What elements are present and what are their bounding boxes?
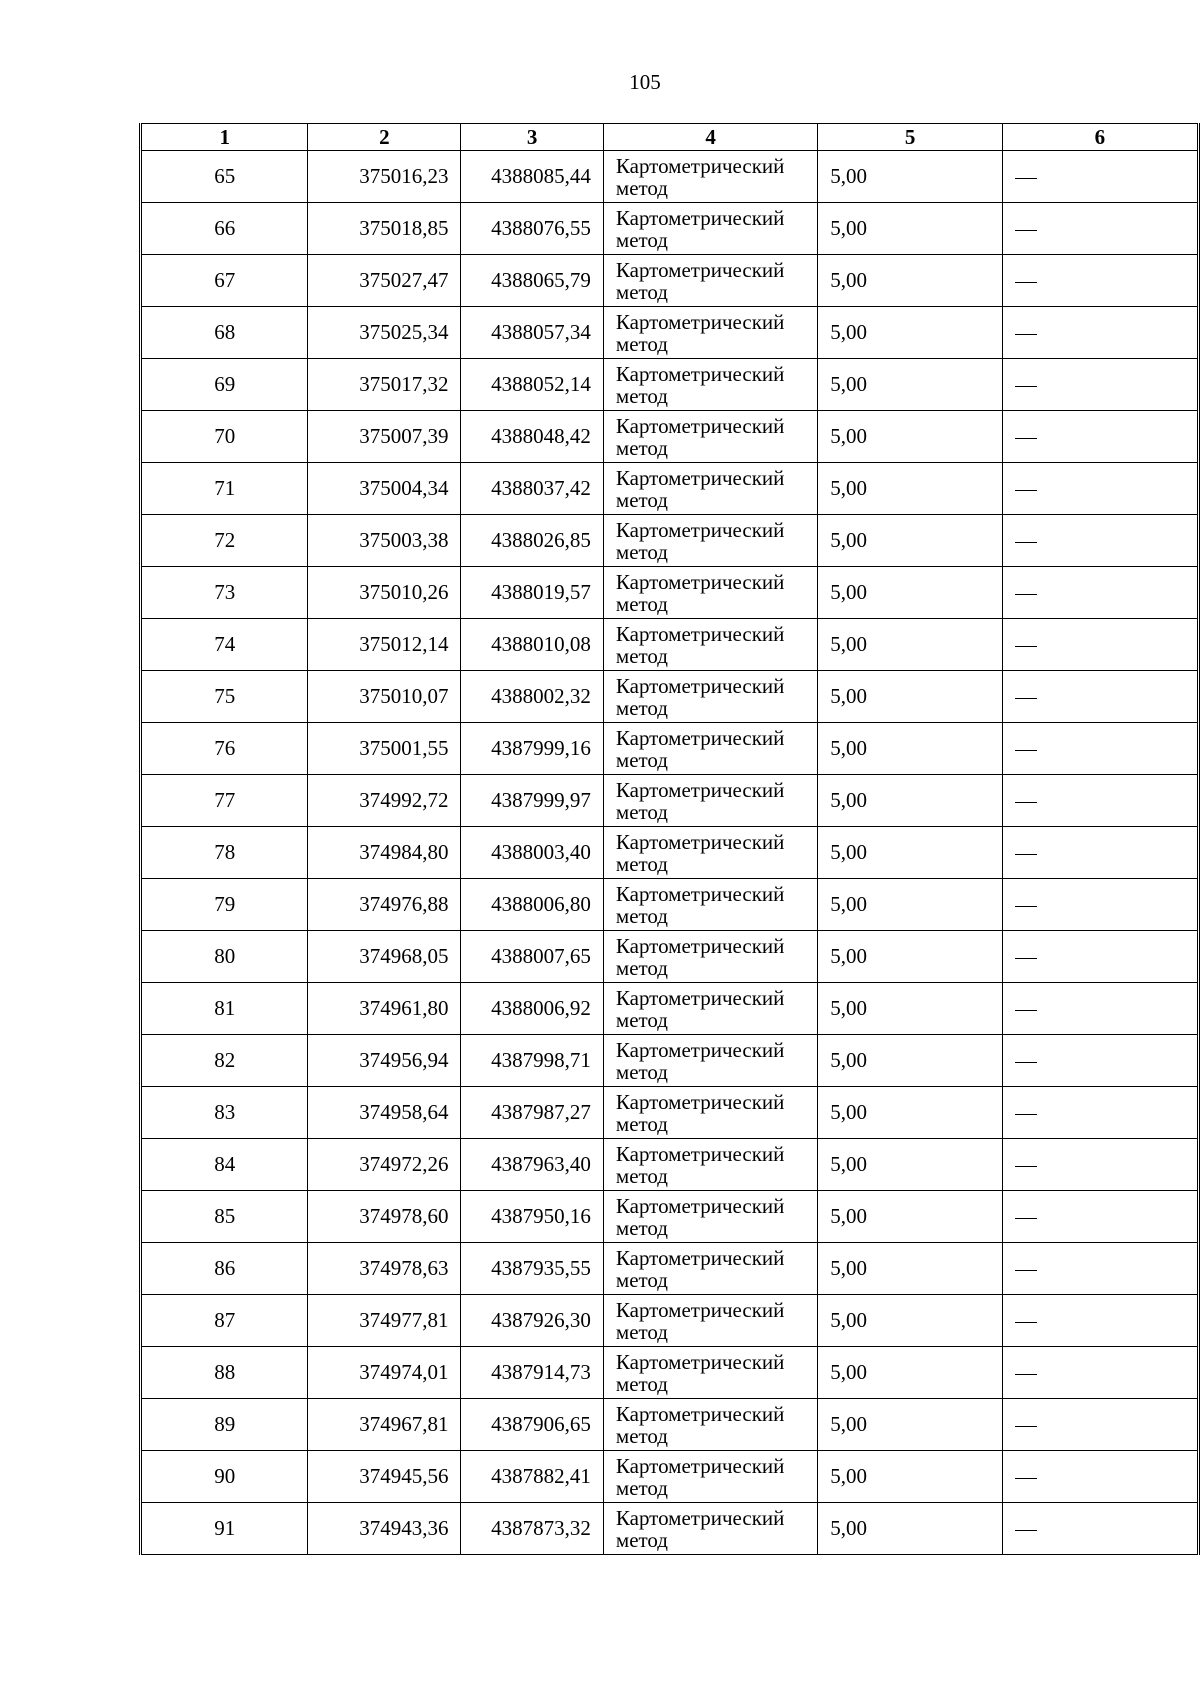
accuracy-value: 5,00 — [818, 931, 1003, 983]
coordinate-x: 375018,85 — [308, 203, 461, 255]
accuracy-value: 5,00 — [818, 983, 1003, 1035]
table-row — [141, 307, 1199, 359]
method-cell — [603, 983, 817, 1035]
method-cell — [603, 1295, 817, 1347]
coordinate-y: 4388002,32 — [461, 671, 603, 723]
method-cell — [603, 723, 817, 775]
method-text: Картометрический метод — [615, 569, 785, 616]
table-row — [141, 1243, 1199, 1295]
accuracy-value: 5,00 — [818, 151, 1003, 203]
method-text: Картометрический метод — [615, 153, 785, 200]
accuracy-value: 5,00 — [818, 1035, 1003, 1087]
coordinate-y: 4388065,79 — [461, 255, 603, 307]
table-row — [141, 931, 1199, 983]
coordinate-y: 4388006,80 — [461, 879, 603, 931]
coordinate-y: 4388085,44 — [461, 151, 603, 203]
dash-mark — [1015, 1010, 1037, 1011]
method-cell — [603, 775, 817, 827]
table-row — [141, 723, 1199, 775]
note-cell — [1002, 775, 1198, 827]
dash-mark — [1015, 802, 1037, 803]
dash-mark — [1015, 438, 1037, 439]
coordinate-x: 375010,07 — [308, 671, 461, 723]
coordinate-y: 4388037,42 — [461, 463, 603, 515]
method-text: Картометрический метод — [615, 1505, 785, 1552]
coordinates-table — [139, 123, 1200, 1555]
coordinate-x: 375027,47 — [308, 255, 461, 307]
coordinate-x: 374961,80 — [308, 983, 461, 1035]
note-cell — [1002, 359, 1198, 411]
dash-mark — [1015, 178, 1037, 179]
note-cell — [1002, 983, 1198, 1035]
table-row — [141, 515, 1199, 567]
note-cell — [1002, 1191, 1198, 1243]
method-text: Картометрический метод — [615, 621, 785, 668]
note-cell — [1002, 255, 1198, 307]
point-number: 68 — [141, 307, 308, 359]
method-text: Картометрический метод — [615, 933, 785, 980]
method-text: Картометрический метод — [615, 517, 785, 564]
coordinate-y: 4387873,32 — [461, 1503, 603, 1555]
accuracy-value: 5,00 — [818, 567, 1003, 619]
point-number: 83 — [141, 1087, 308, 1139]
note-cell — [1002, 1451, 1198, 1503]
note-cell — [1002, 151, 1198, 203]
method-cell — [603, 827, 817, 879]
dash-mark — [1015, 1166, 1037, 1167]
dash-mark — [1015, 1062, 1037, 1063]
method-cell — [603, 1399, 817, 1451]
table-row — [141, 775, 1199, 827]
coordinate-x: 374958,64 — [308, 1087, 461, 1139]
table-row — [141, 1295, 1199, 1347]
method-text: Картометрический метод — [615, 1037, 785, 1084]
accuracy-value: 5,00 — [818, 359, 1003, 411]
coordinate-x: 374992,72 — [308, 775, 461, 827]
accuracy-value: 5,00 — [818, 1139, 1003, 1191]
method-cell — [603, 671, 817, 723]
coordinate-x: 374977,81 — [308, 1295, 461, 1347]
method-text: Картометрический метод — [615, 725, 785, 772]
column-header-6: 6 — [1002, 124, 1198, 151]
dash-mark — [1015, 230, 1037, 231]
point-number: 79 — [141, 879, 308, 931]
coordinate-x: 375025,34 — [308, 307, 461, 359]
coordinate-x: 375004,34 — [308, 463, 461, 515]
coordinate-y: 4387987,27 — [461, 1087, 603, 1139]
note-cell — [1002, 1243, 1198, 1295]
coordinate-x: 375010,26 — [308, 567, 461, 619]
table-row — [141, 1347, 1199, 1399]
method-cell — [603, 307, 817, 359]
coordinate-y: 4388048,42 — [461, 411, 603, 463]
coordinate-x: 374984,80 — [308, 827, 461, 879]
dash-mark — [1015, 490, 1037, 491]
method-cell — [603, 463, 817, 515]
column-header-2: 2 — [308, 124, 461, 151]
point-number: 71 — [141, 463, 308, 515]
table-row — [141, 1399, 1199, 1451]
point-number: 90 — [141, 1451, 308, 1503]
accuracy-value: 5,00 — [818, 775, 1003, 827]
point-number: 66 — [141, 203, 308, 255]
accuracy-value: 5,00 — [818, 1087, 1003, 1139]
coordinate-y: 4387998,71 — [461, 1035, 603, 1087]
method-text: Картометрический метод — [615, 205, 785, 252]
point-number: 86 — [141, 1243, 308, 1295]
dash-mark — [1015, 906, 1037, 907]
method-cell — [603, 203, 817, 255]
table-row — [141, 411, 1199, 463]
coordinate-y: 4387963,40 — [461, 1139, 603, 1191]
table-row — [141, 1087, 1199, 1139]
method-cell — [603, 1243, 817, 1295]
accuracy-value: 5,00 — [818, 879, 1003, 931]
coordinate-x: 374943,36 — [308, 1503, 461, 1555]
coordinate-y: 4388003,40 — [461, 827, 603, 879]
page-number: 105 — [629, 70, 661, 94]
method-cell — [603, 411, 817, 463]
method-text: Картометрический метод — [615, 1297, 785, 1344]
dash-mark — [1015, 594, 1037, 595]
table-row — [141, 463, 1199, 515]
note-cell — [1002, 515, 1198, 567]
dash-mark — [1015, 750, 1037, 751]
table-row — [141, 619, 1199, 671]
table-row — [141, 1035, 1199, 1087]
note-cell — [1002, 307, 1198, 359]
accuracy-value: 5,00 — [818, 515, 1003, 567]
method-cell — [603, 1035, 817, 1087]
coordinate-y: 4388076,55 — [461, 203, 603, 255]
table-body — [141, 151, 1199, 1555]
point-number: 67 — [141, 255, 308, 307]
note-cell — [1002, 463, 1198, 515]
dash-mark — [1015, 1114, 1037, 1115]
point-number: 82 — [141, 1035, 308, 1087]
note-cell — [1002, 619, 1198, 671]
point-number: 74 — [141, 619, 308, 671]
note-cell — [1002, 671, 1198, 723]
method-cell — [603, 931, 817, 983]
accuracy-value: 5,00 — [818, 827, 1003, 879]
table-row — [141, 827, 1199, 879]
table-header-row — [141, 124, 1199, 151]
dash-mark — [1015, 1426, 1037, 1427]
note-cell — [1002, 567, 1198, 619]
coordinate-y: 4387882,41 — [461, 1451, 603, 1503]
point-number: 78 — [141, 827, 308, 879]
coordinate-y: 4387999,16 — [461, 723, 603, 775]
column-header-5: 5 — [818, 124, 1003, 151]
method-text: Картометрический метод — [615, 1089, 785, 1136]
method-text: Картометрический метод — [615, 309, 785, 356]
accuracy-value: 5,00 — [818, 463, 1003, 515]
method-text: Картометрический метод — [615, 1245, 785, 1292]
method-cell — [603, 1347, 817, 1399]
accuracy-value: 5,00 — [818, 1191, 1003, 1243]
method-cell — [603, 1087, 817, 1139]
accuracy-value: 5,00 — [818, 1451, 1003, 1503]
column-header-1: 1 — [141, 124, 308, 151]
point-number: 85 — [141, 1191, 308, 1243]
note-cell — [1002, 1503, 1198, 1555]
method-text: Картометрический метод — [615, 881, 785, 928]
method-text: Картометрический метод — [615, 257, 785, 304]
method-cell — [603, 879, 817, 931]
coordinate-y: 4388019,57 — [461, 567, 603, 619]
point-number: 65 — [141, 151, 308, 203]
note-cell — [1002, 723, 1198, 775]
method-text: Картометрический метод — [615, 985, 785, 1032]
table-row — [141, 1451, 1199, 1503]
accuracy-value: 5,00 — [818, 307, 1003, 359]
method-text: Картометрический метод — [615, 465, 785, 512]
note-cell — [1002, 879, 1198, 931]
method-cell — [603, 567, 817, 619]
coordinate-y: 4387914,73 — [461, 1347, 603, 1399]
method-text: Картометрический метод — [615, 777, 785, 824]
point-number: 87 — [141, 1295, 308, 1347]
table-row — [141, 255, 1199, 307]
coordinate-x: 374968,05 — [308, 931, 461, 983]
method-cell — [603, 1503, 817, 1555]
point-number: 72 — [141, 515, 308, 567]
method-text: Картометрический метод — [615, 829, 785, 876]
coordinate-x: 375003,38 — [308, 515, 461, 567]
table-row — [141, 983, 1199, 1035]
table-row — [141, 1191, 1199, 1243]
table-row — [141, 359, 1199, 411]
accuracy-value: 5,00 — [818, 411, 1003, 463]
dash-mark — [1015, 646, 1037, 647]
point-number: 77 — [141, 775, 308, 827]
accuracy-value: 5,00 — [818, 671, 1003, 723]
accuracy-value: 5,00 — [818, 1295, 1003, 1347]
dash-mark — [1015, 1322, 1037, 1323]
dash-mark — [1015, 282, 1037, 283]
note-cell — [1002, 1399, 1198, 1451]
coordinate-x: 374976,88 — [308, 879, 461, 931]
dash-mark — [1015, 1218, 1037, 1219]
coordinate-x: 374967,81 — [308, 1399, 461, 1451]
accuracy-value: 5,00 — [818, 1399, 1003, 1451]
coordinate-x: 375017,32 — [308, 359, 461, 411]
coordinate-x: 375016,23 — [308, 151, 461, 203]
accuracy-value: 5,00 — [818, 1243, 1003, 1295]
method-cell — [603, 1451, 817, 1503]
table-row — [141, 1503, 1199, 1555]
method-cell — [603, 255, 817, 307]
coordinate-y: 4387926,30 — [461, 1295, 603, 1347]
point-number: 76 — [141, 723, 308, 775]
table-row — [141, 1139, 1199, 1191]
point-number: 91 — [141, 1503, 308, 1555]
coordinate-x: 374978,63 — [308, 1243, 461, 1295]
note-cell — [1002, 1139, 1198, 1191]
note-cell — [1002, 411, 1198, 463]
table-row — [141, 879, 1199, 931]
method-text: Картометрический метод — [615, 1349, 785, 1396]
method-text: Картометрический метод — [615, 1141, 785, 1188]
dash-mark — [1015, 386, 1037, 387]
coordinate-x: 374978,60 — [308, 1191, 461, 1243]
coordinate-y: 4387906,65 — [461, 1399, 603, 1451]
method-cell — [603, 619, 817, 671]
coordinate-y: 4388057,34 — [461, 307, 603, 359]
dash-mark — [1015, 698, 1037, 699]
coordinate-y: 4388007,65 — [461, 931, 603, 983]
dash-mark — [1015, 1530, 1037, 1531]
method-text: Картометрический метод — [615, 673, 785, 720]
note-cell — [1002, 827, 1198, 879]
point-number: 84 — [141, 1139, 308, 1191]
coordinate-y: 4388006,92 — [461, 983, 603, 1035]
note-cell — [1002, 931, 1198, 983]
coordinate-x: 375007,39 — [308, 411, 461, 463]
point-number: 75 — [141, 671, 308, 723]
coordinate-x: 375012,14 — [308, 619, 461, 671]
point-number: 88 — [141, 1347, 308, 1399]
method-cell — [603, 151, 817, 203]
coordinate-x: 374974,01 — [308, 1347, 461, 1399]
dash-mark — [1015, 334, 1037, 335]
point-number: 69 — [141, 359, 308, 411]
table-row — [141, 203, 1199, 255]
dash-mark — [1015, 1478, 1037, 1479]
coordinate-y: 4387950,16 — [461, 1191, 603, 1243]
method-cell — [603, 515, 817, 567]
dash-mark — [1015, 542, 1037, 543]
accuracy-value: 5,00 — [818, 255, 1003, 307]
method-cell — [603, 1191, 817, 1243]
coordinate-y: 4388052,14 — [461, 359, 603, 411]
table-row — [141, 567, 1199, 619]
table-row — [141, 151, 1199, 203]
column-header-4: 4 — [603, 124, 817, 151]
table-row — [141, 671, 1199, 723]
coordinate-y: 4388026,85 — [461, 515, 603, 567]
note-cell — [1002, 1295, 1198, 1347]
accuracy-value: 5,00 — [818, 1503, 1003, 1555]
point-number: 80 — [141, 931, 308, 983]
coordinate-x: 374972,26 — [308, 1139, 461, 1191]
note-cell — [1002, 1347, 1198, 1399]
note-cell — [1002, 1087, 1198, 1139]
note-cell — [1002, 1035, 1198, 1087]
coordinate-x: 374956,94 — [308, 1035, 461, 1087]
accuracy-value: 5,00 — [818, 203, 1003, 255]
method-cell — [603, 1139, 817, 1191]
method-text: Картометрический метод — [615, 1401, 785, 1448]
dash-mark — [1015, 1374, 1037, 1375]
point-number: 89 — [141, 1399, 308, 1451]
accuracy-value: 5,00 — [818, 619, 1003, 671]
accuracy-value: 5,00 — [818, 1347, 1003, 1399]
point-number: 73 — [141, 567, 308, 619]
method-text: Картометрический метод — [615, 361, 785, 408]
point-number: 81 — [141, 983, 308, 1035]
column-header-3: 3 — [461, 124, 603, 151]
coordinate-x: 375001,55 — [308, 723, 461, 775]
method-text: Картометрический метод — [615, 1193, 785, 1240]
accuracy-value: 5,00 — [818, 723, 1003, 775]
method-cell — [603, 359, 817, 411]
coordinate-y: 4387999,97 — [461, 775, 603, 827]
dash-mark — [1015, 854, 1037, 855]
coordinate-x: 374945,56 — [308, 1451, 461, 1503]
dash-mark — [1015, 958, 1037, 959]
method-text: Картометрический метод — [615, 413, 785, 460]
note-cell — [1002, 203, 1198, 255]
method-text: Картометрический метод — [615, 1453, 785, 1500]
coordinate-y: 4387935,55 — [461, 1243, 603, 1295]
coordinate-y: 4388010,08 — [461, 619, 603, 671]
dash-mark — [1015, 1270, 1037, 1271]
point-number: 70 — [141, 411, 308, 463]
